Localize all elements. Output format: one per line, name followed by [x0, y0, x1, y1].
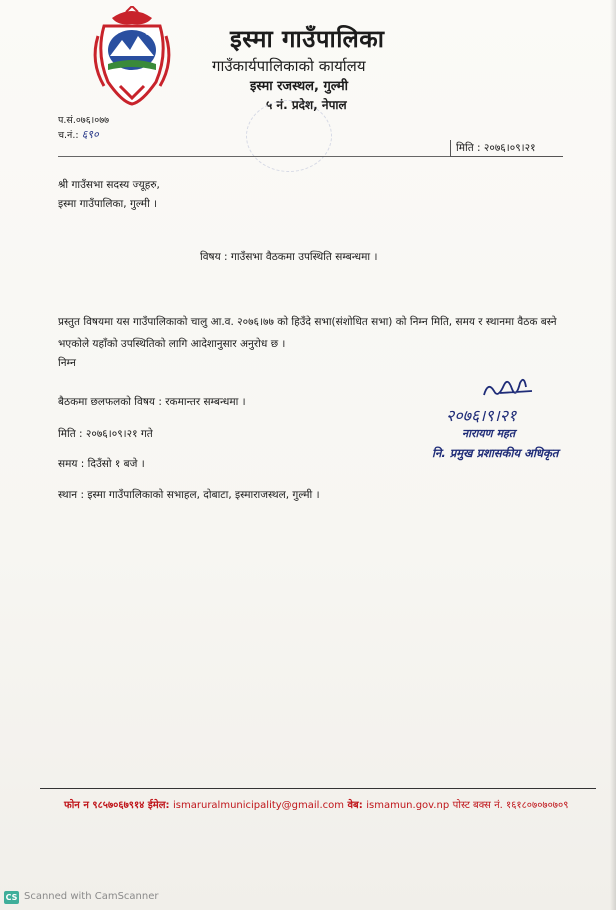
- signatory-name: नारायण महत: [462, 427, 516, 440]
- chalani-label: च.नं.:: [58, 130, 79, 141]
- signatory-post: नि. प्रमुख प्रशासकीय अधिकृत: [432, 446, 559, 460]
- letterhead-title: इस्मा गाउँपालिका: [230, 25, 385, 53]
- letter-subject: विषय : गाउँसभा वैठकमा उपस्थिति सम्बन्धमा ।: [200, 251, 378, 263]
- letterhead-province: ५ नं. प्रदेश, नेपाल: [266, 98, 347, 112]
- body-paragraph: प्रस्तुत विषयमा यस गाउँपालिकाको चालु आ.व. २०७६।७७ को हिउँदे सभा(संशोधित सभा) को निम्न मिति, समय र स्थानमा वैठक बस्ने भएकोले यहाँको उपस्थितिको लागि आदेशानुसार अनुरोध छ ।: [58, 316, 557, 350]
- meeting-time: समय : दिउँसो १ बजे ।: [58, 458, 145, 470]
- recipient-line-1: श्री गाउँसभा सदस्य ज्यूहरु,: [58, 179, 160, 191]
- footer-email[interactable]: ismaruralmunicipality@gmail.com: [173, 800, 344, 811]
- letter-date: मिति : २०७६।०९।२१: [456, 142, 536, 154]
- faded-office-stamp: [246, 100, 332, 172]
- recipient-line-2: इस्मा गाउँपालिका, गुल्मी ।: [58, 198, 158, 210]
- chalani-number: [58, 127, 99, 142]
- footer-contact: [64, 797, 568, 811]
- footer-po-box: पोस्ट बक्स नं. १६१८०७०७०७०९: [452, 800, 569, 811]
- body-nimna: निम्न: [58, 357, 76, 369]
- letterhead-office: गाउँकार्यपालिकाको कार्यालय: [212, 57, 366, 75]
- footer-phone: फोन न ९८५७०६७९१४: [64, 800, 145, 811]
- camscanner-logo-icon: CS: [5, 893, 18, 902]
- chalani-handwritten-value: ६९०: [81, 128, 99, 141]
- footer-divider: [40, 788, 596, 789]
- meeting-date: मिति : २०७६।०९।२१ गते: [58, 428, 153, 440]
- patra-sankhya: प.सं.०७६।०७७: [58, 115, 110, 126]
- letterhead-address: इस्मा रजस्थल, गुल्मी: [250, 79, 349, 94]
- footer-web[interactable]: ismamun.gov.np: [366, 800, 450, 811]
- page-edge-shadow: [610, 0, 616, 910]
- signature-scribble: [470, 373, 540, 403]
- signature-handwritten-date: २०७६।९।२१: [446, 406, 517, 425]
- footer-email-label: ईमेल:: [147, 800, 170, 811]
- meeting-agenda: बैठकमा छलफलको विषय : रकमान्तर सम्बन्धमा ।: [58, 396, 246, 408]
- scanner-watermark: Scanned with CamScanner: [24, 891, 159, 902]
- footer-web-label: वेब:: [347, 800, 363, 811]
- meeting-place: स्थान : इस्मा गाउँपालिकाको सभाहल, दोबाटा, इस्माराजस्थल, गुल्मी ।: [58, 489, 320, 501]
- municipality-logo-emblem: [86, 6, 178, 106]
